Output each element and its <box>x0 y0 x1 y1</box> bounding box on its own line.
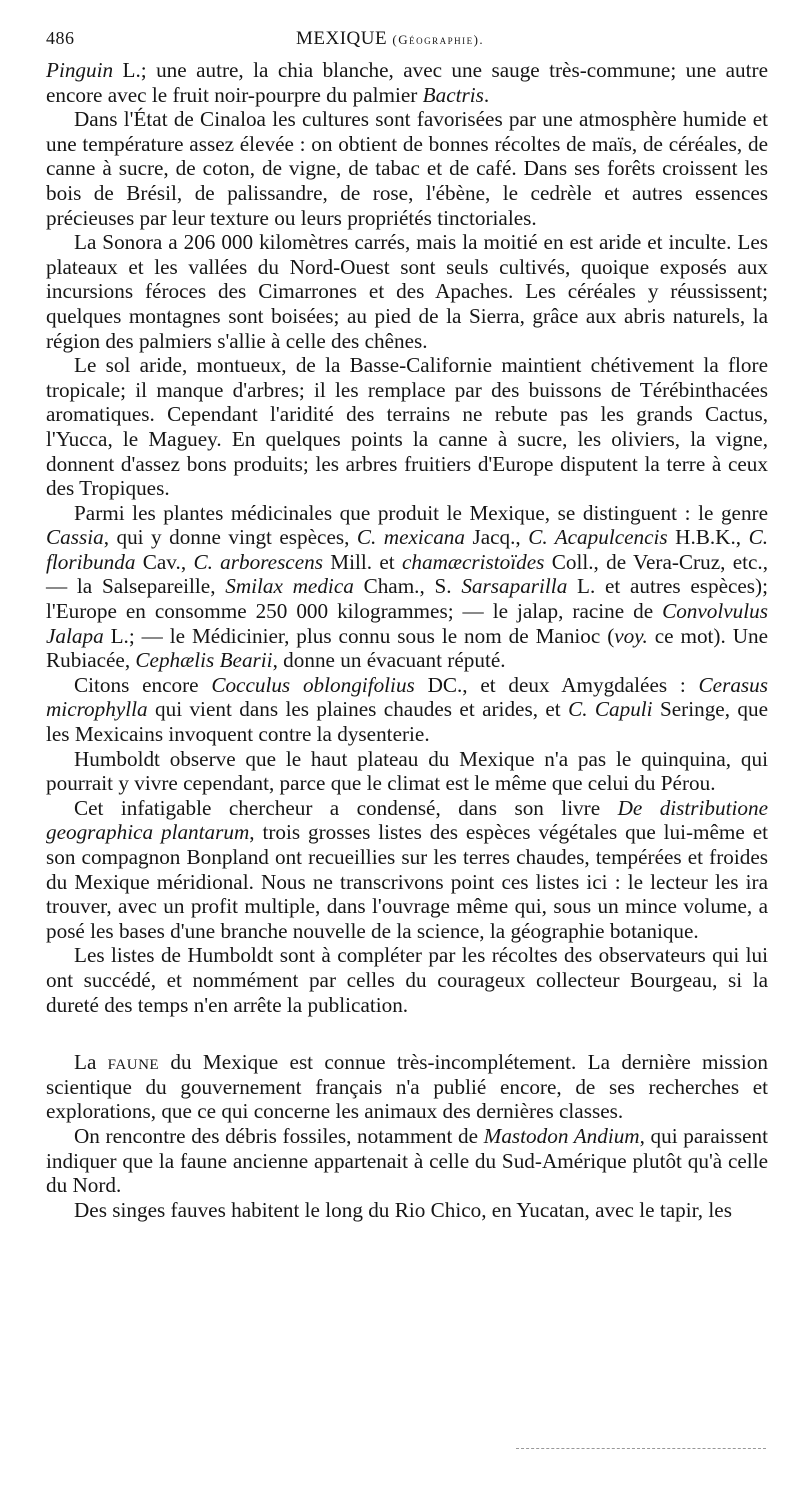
italic-text: C. arborescens <box>193 549 323 574</box>
text-run: , donne un évacuant réputé. <box>272 648 506 673</box>
text-run: Humboldt observe que le haut plateau du Mexique n'a pas le quinquina, qui pourrait y vivre cependant, parce que le climat est le même que celui du Pérou. <box>46 746 768 796</box>
italic-text: Bactris <box>422 82 484 107</box>
running-title-sub: (Géographie). <box>392 32 485 47</box>
text-run: DC., et deux Amygdalées : <box>414 672 699 697</box>
running-title <box>296 28 484 50</box>
text-run: On rencontre des débris fossiles, notamment de <box>74 1123 484 1148</box>
italic-text: Sarsaparilla <box>461 574 568 599</box>
running-head <box>46 24 768 58</box>
paragraph <box>46 1124 768 1198</box>
body-text <box>46 58 768 1222</box>
paragraph <box>46 673 768 747</box>
text-run: L. et autres espèces); l'Europe en consomme 250 000 kilogrammes; — le jalap, racine de <box>46 574 768 624</box>
italic-text: C. floribunda <box>46 525 768 574</box>
paragraph <box>46 1198 768 1223</box>
italic-text: De distributione geographica plantarum <box>46 795 768 845</box>
italic-text: Pinguin <box>46 58 114 82</box>
text-run: Dans l'État de Cinaloa les cultures sont favorisées par une atmosphère humide et une température assez élevée : on obtient de bonnes récoltes de maïs, de céréales, de canne à sucre, de coton, de vigne, de tabac et de café. Dans ses forêts croissent les bois de Brésil, de palissandre, de rose, l'ébène, le cedrèle et autres essences précieuses par leur texture ou leurs propriétés tinctoriales. <box>46 107 768 230</box>
text-run: Les listes de Humboldt sont à compléter par les récoltes des observateurs qui lui ont succédé, et nommément par celles du courageux collecteur Bourgeau, si la dureté des temps n'en arrête la publication. <box>46 943 768 1017</box>
italic-text: chamæcristoïdes <box>401 549 545 574</box>
italic-text: Cephælis Bearii <box>135 648 273 673</box>
italic-text: Cocculus oblongifolius <box>211 672 415 697</box>
paragraph <box>46 353 768 501</box>
italic-text: Cassia <box>46 525 104 550</box>
italic-text: Mastodon Andium <box>483 1123 640 1148</box>
paragraph <box>46 501 768 673</box>
paragraph <box>46 943 768 1017</box>
text-run: La Sonora a 206 000 kilomètres carrés, mais la moitié en est aride et inculte. Les plateaux et les vallées du Nord-Ouest sont seuls cultivés, quoique exposés aux incursions féroces des Cimarrones et des Apaches. Les céréales y réussissent; quelques montagnes sont boisées; au pied de la Sierra, grâce aux abris naturels, la région des palmiers s'allie à celle des chênes. <box>46 230 768 353</box>
text-run: Citons encore <box>74 672 212 697</box>
text-run: Cham., S. <box>353 574 462 599</box>
page-number: 486 <box>46 28 75 48</box>
italic-text: Smilax medica <box>225 574 354 599</box>
paragraph <box>46 230 768 353</box>
text-run: , qui paraissent indiquer que la faune ancienne appartenait à celle du Sud-Amérique plutôt qu'à celle du Nord. <box>46 1123 769 1198</box>
document-page <box>46 24 768 1474</box>
italic-text: Cerasus microphylla <box>46 672 768 722</box>
text-run: ce mot). Une Rubiacée, <box>46 623 769 673</box>
italic-text: C. Capuli <box>568 697 653 722</box>
small-caps-text: faune <box>107 1050 160 1075</box>
paragraph <box>46 796 768 944</box>
text-run: du Mexique est connue très-incomplétement. La dernière mission scientique du gouvernement français n'a publié encore, de ses recherches et explorations, que ce qui concerne les animaux des dernières classes. <box>46 1050 768 1124</box>
text-run: Mill. et <box>322 549 402 574</box>
text-run: H.B.K., <box>667 525 749 550</box>
text-run: qui vient dans les plaines chaudes et arides, et <box>147 697 569 722</box>
paragraph <box>46 58 768 107</box>
text-run: La <box>74 1050 108 1075</box>
text-run: Le sol aride, montueux, de la Basse-Californie maintient chétivement la flore tropicale; il manque d'arbres; il les remplace par des buissons de Térébinthacées aromatiques. Cependant l'aridité des terrains ne rebute pas les grands Cactus, l'Yucca, le Maguey. En quelques points la canne à sucre, les oliviers, la vigne, donnent d'assez bons produits; les arbres fruitiers d'Europe disputent la terre à ceux des Tropiques. <box>46 353 768 501</box>
text-run: Coll., de Vera-Cruz, etc., — la Salsepareille, <box>46 549 768 599</box>
text-run: Cet infatigable chercheur a condensé, dans son livre <box>74 795 618 820</box>
footer-rule <box>516 1448 766 1449</box>
section-gap <box>46 1017 768 1050</box>
text-run: Jacq., <box>464 525 529 550</box>
italic-text: C. mexicana <box>356 525 465 550</box>
running-title-main: MEXIQUE <box>296 28 388 49</box>
paragraph <box>46 1050 768 1124</box>
text-run: . <box>483 82 490 107</box>
text-run: Des singes fauves habitent le long du Rio Chico, en Yucatan, avec le tapir, les <box>74 1197 732 1222</box>
italic-text: Convolvulus Jalapa <box>46 599 768 648</box>
paragraph <box>46 747 768 796</box>
text-run: L.; — le Médicinier, plus connu sous le nom de Manioc ( <box>103 623 615 648</box>
italic-text: voy. <box>614 623 648 648</box>
text-run: Parmi les plantes médicinales que produit le Mexique, se distinguent : le genre <box>74 500 768 525</box>
text-run: L.; une autre, la chia blanche, avec une sauge très-commune; une autre encore avec le fruit noir-pourpre du palmier <box>46 58 768 107</box>
text-run: Seringe, que les Mexicains invoquent contre la dysenterie. <box>46 697 768 747</box>
text-run: , trois grosses listes des espèces végétales que lui-même et son compagnon Bonpland ont recueillies sur les terres chaudes, tempérées et froides du Mexique méridional. Nous ne transcrivons point ces listes ici : le lecteur les ira trouver, avec un profit multiple, dans l'ouvrage même qui, sous un mince volume, a posé les bases d'une branche nouvelle de la science, la géographie botanique. <box>46 820 768 943</box>
paragraph <box>46 107 768 230</box>
text-run: , qui y donne vingt espèces, <box>103 525 357 550</box>
italic-text: C. Acapulcencis <box>528 525 668 550</box>
text-run: Cav., <box>135 549 194 574</box>
